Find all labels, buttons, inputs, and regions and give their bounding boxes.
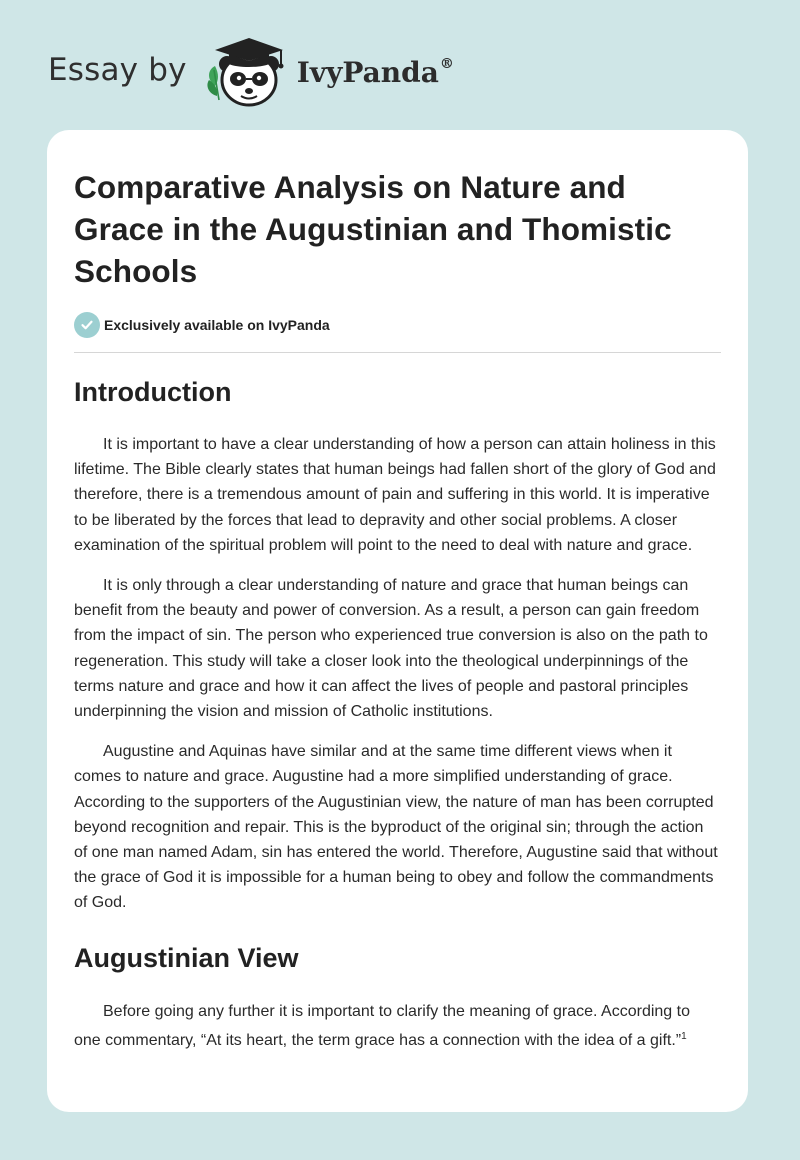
panda-logo-icon[interactable] xyxy=(201,34,293,110)
essay-title: Comparative Analysis on Nature and Grace in the Augustinian and Thomistic Schools xyxy=(74,169,672,289)
registered-mark: ® xyxy=(439,55,454,72)
exclusive-badge xyxy=(74,312,721,338)
paragraph: It is important to have a clear understanding of how a person can attain holiness in this lifetime. The Bible clearly states that human beings had fallen short of the glory of God and therefore, there is a tremendous amount of pain and suffering in this world. It is imperative to be liberated by the forces that lead to depravity and other social problems. A closer examination of the spiritual problem will point to the need to deal with nature and grace. xyxy=(74,436,716,554)
brand-name[interactable]: IvyPanda® xyxy=(296,55,454,89)
essay-by-label: Essay by xyxy=(48,52,187,88)
paragraph: Augustine and Aquinas have similar and at the same time different views when it comes to nature and grace. Augustine had a more simplified understanding of grace. According to the supporters of the Augustinian view, the nature of man has been corrupted beyond recognition and repair. This is the byproduct of the original sin; through the action of one man named Adam, sin has entered the world. Therefore, Augustine said that without the grace of God it is impossible for a human being to obey and follow the commandments of God. xyxy=(74,743,718,912)
essay-card xyxy=(47,130,748,1112)
divider xyxy=(74,352,721,353)
section-heading-introduction: Introduction xyxy=(74,377,232,407)
paragraph: Before going any further it is important to clarify the meaning of grace. According to one commentary, “At its heart, the term grace has a connection with the idea of a gift.”$^1$ xyxy=(74,1002,690,1049)
exclusive-badge-label: Exclusively available on IvyPanda xyxy=(104,317,330,333)
site-header xyxy=(48,34,454,110)
paragraph: It is only through a clear understanding of nature and grace that human beings can benefit from the beauty and power of conversion. As a result, a person can gain freedom from the impact of sin. The person who experienced true conversion is also on the path to regeneration. This study will take a closer look into the theological underpinnings of the terms nature and grace and how it can affect the lives of people and pastoral principles underpinning the vision and mission of Catholic institutions. xyxy=(74,577,708,721)
footnote-ref[interactable]: 1 xyxy=(681,1030,687,1042)
check-circle-icon xyxy=(74,312,100,338)
section-heading-augustinian-view: Augustinian View xyxy=(74,942,299,973)
